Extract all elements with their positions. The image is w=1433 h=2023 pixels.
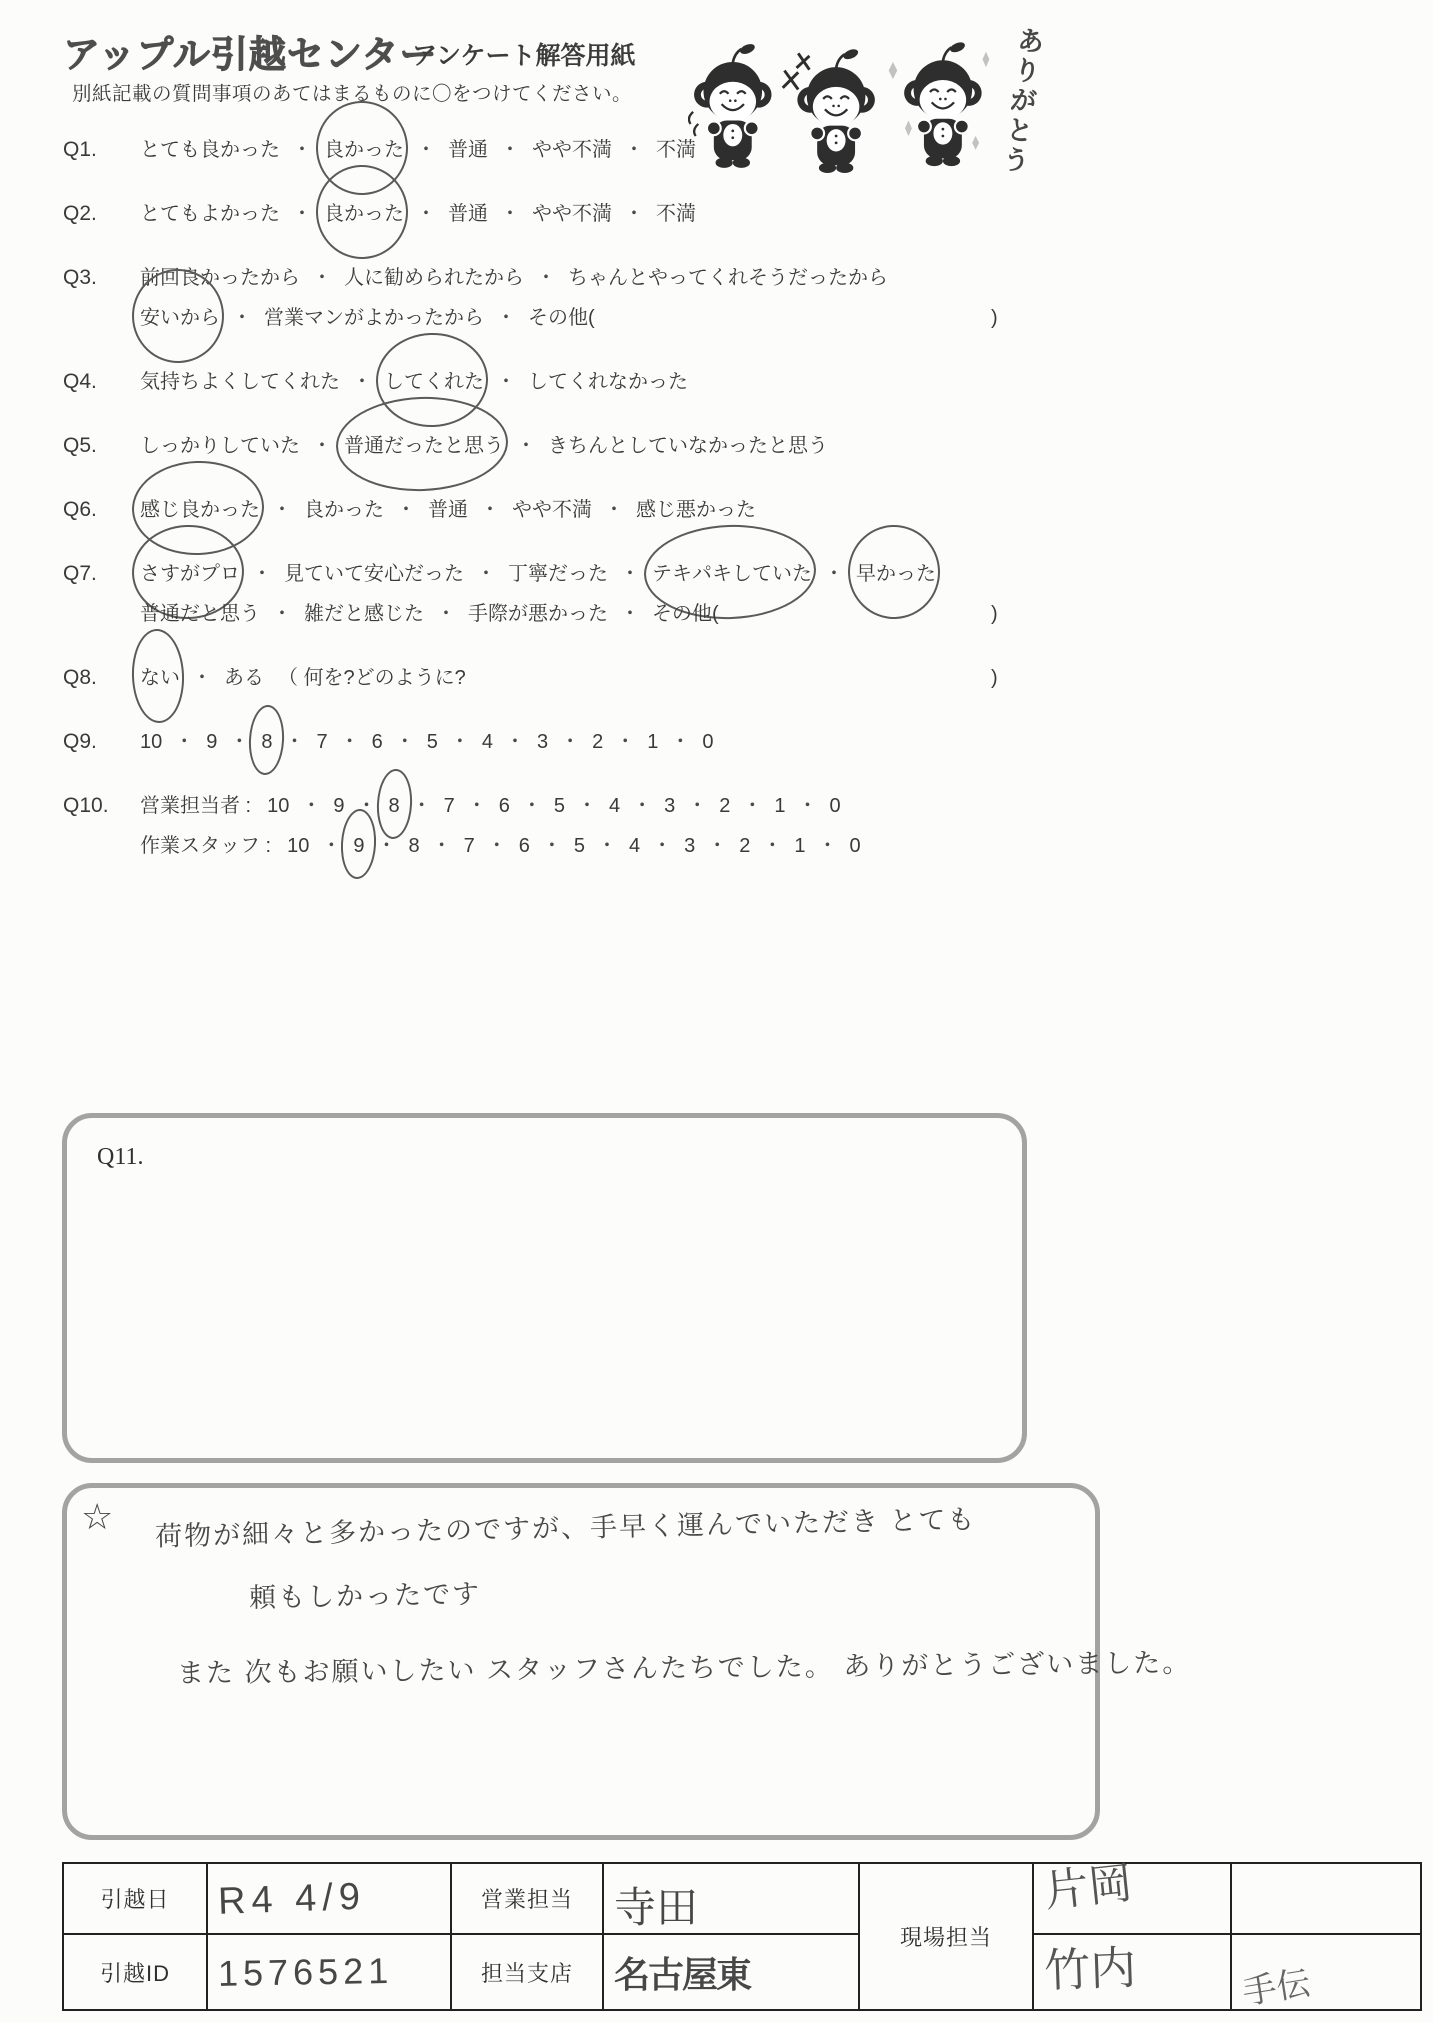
option-separator: ・ (496, 371, 516, 393)
answer-option: 8 (408, 835, 420, 857)
answer-option: 5 (573, 835, 585, 857)
answer-option: その他( (528, 307, 595, 329)
question-row (63, 298, 1103, 338)
option-separator: ・ (312, 435, 332, 457)
answer-option: 6 (518, 835, 530, 857)
option-separator: ・ (431, 835, 452, 857)
question-row (63, 554, 1103, 594)
comment-box (62, 1483, 1192, 1840)
answer-option: 6 (371, 731, 383, 753)
option-separator: ・ (604, 499, 624, 521)
answer-option: 9 (333, 795, 345, 817)
answer-option: ちゃんとやってくれそうだったから (568, 267, 888, 289)
option-separator: ・ (500, 139, 520, 161)
answer-option: 10 (267, 795, 290, 817)
selected-answer-option: 8 (389, 786, 400, 826)
answer-option: 7 (316, 731, 328, 753)
question-row (63, 490, 1103, 530)
answer-option: 0 (702, 731, 714, 753)
answer-option: 10 (140, 731, 163, 753)
answer-option: 7 (463, 835, 475, 857)
selected-answer-option: 感じ良かった (140, 490, 260, 530)
option-separator: ・ (632, 795, 653, 817)
move-id-value: 1576521 (206, 1932, 451, 2012)
option-separator: ・ (670, 731, 691, 753)
selected-answer-option: してくれた (384, 362, 484, 402)
option-separator: ・ (624, 203, 644, 225)
field-staff-label: 現場担当 (859, 1863, 1033, 2010)
answer-option: 7 (443, 795, 455, 817)
option-separator: ・ (505, 731, 525, 753)
selected-answer-option: テキパキしていた (652, 554, 812, 594)
answer-option: その他( (652, 603, 719, 625)
option-separator: ・ (339, 731, 360, 753)
empty-cell (1231, 1863, 1421, 1934)
answer-option: 10 (287, 835, 310, 857)
field-staff-signature-1: 片岡 (1033, 1863, 1231, 1934)
answer-option: 1 (794, 835, 806, 857)
option-separator: ・ (824, 563, 844, 585)
answer-option: 丁寧だった (508, 563, 608, 585)
answer-option: 手際が悪かった (468, 603, 608, 625)
answer-option: やや不満 (532, 139, 612, 161)
question-row (63, 426, 1103, 466)
answer-option: 3 (684, 835, 696, 857)
selected-answer-option: 9 (353, 826, 364, 866)
answer-option: 4 (609, 795, 621, 817)
question-id: Q4. (63, 370, 97, 393)
closing-paren: ) (991, 307, 998, 329)
question-list (63, 130, 1103, 866)
answer-option: してくれなかった (528, 371, 688, 393)
question-id: Q9. (63, 730, 97, 753)
option-separator: ・ (620, 603, 640, 625)
answer-write-in-prompt: （ 何を?どのように? (278, 667, 466, 689)
option-separator: ・ (500, 203, 520, 225)
answer-option: 2 (739, 835, 751, 857)
field-staff-signature-3: 手伝 (1231, 1934, 1421, 2010)
question-row (63, 194, 1103, 234)
option-separator: ・ (321, 835, 342, 857)
answer-option: 前回良かったから (140, 267, 300, 289)
question-row (63, 594, 1103, 634)
option-separator: ・ (252, 563, 272, 585)
option-separator: ・ (597, 835, 617, 857)
answer-option: 6 (498, 795, 510, 817)
answer-option: 良かった (304, 499, 384, 521)
answer-option: 5 (553, 795, 565, 817)
sales-rep-label: 営業担当 (451, 1863, 603, 1934)
option-separator: ・ (516, 435, 536, 457)
option-separator: ・ (624, 139, 644, 161)
question-row (63, 826, 1103, 866)
handwritten-comment-line: 頼もしかったです (248, 1578, 482, 1614)
option-separator: ・ (797, 795, 818, 817)
question-id: Q2. (63, 202, 97, 225)
selected-answer-option: 良かった (324, 194, 404, 234)
question-row (63, 786, 1103, 826)
question-id: Q1. (63, 138, 97, 161)
option-separator: ・ (232, 307, 252, 329)
option-separator: ・ (577, 795, 597, 817)
question-row (63, 658, 1103, 698)
question-row (63, 362, 1103, 402)
option-separator: ・ (356, 795, 377, 817)
answer-option: やや不満 (512, 499, 592, 521)
question-row (63, 258, 1103, 298)
answer-option: 3 (537, 731, 549, 753)
option-separator: ・ (496, 307, 516, 329)
q11-label: Q11. (97, 1144, 144, 1170)
option-group-label: 営業担当者 : (140, 795, 252, 817)
field-staff-signature-2: 竹内 (1033, 1934, 1231, 2010)
answer-option: 普通だと思う (140, 603, 260, 625)
q11-answer-box (62, 1113, 1027, 1463)
question-id: Q3. (63, 266, 97, 289)
option-separator: ・ (476, 563, 496, 585)
question-id: Q8. (63, 666, 97, 689)
option-separator: ・ (707, 835, 728, 857)
option-separator: ・ (449, 731, 470, 753)
answer-option: 気持ちよくしてくれた (140, 371, 340, 393)
option-separator: ・ (652, 835, 673, 857)
form-title: アンケート解答用紙 (412, 42, 636, 70)
question-row (63, 722, 1103, 762)
selected-answer-option: 早かった (856, 554, 936, 594)
branch-value: 名古屋東 (603, 1934, 859, 2010)
move-date-label: 引越日 (63, 1863, 207, 1934)
option-group-label: 作業スタッフ : (140, 835, 272, 857)
option-separator: ・ (301, 795, 322, 817)
move-id-label: 引越ID (63, 1934, 207, 2010)
option-separator: ・ (292, 139, 312, 161)
answer-option: 4 (629, 835, 641, 857)
option-separator: ・ (416, 139, 436, 161)
option-separator: ・ (416, 203, 436, 225)
option-separator: ・ (396, 499, 416, 521)
sales-rep-value: 寺田 (603, 1869, 859, 1940)
question-id: Q7. (63, 562, 97, 585)
answer-option: 感じ悪かった (636, 499, 756, 521)
option-separator: ・ (272, 499, 292, 521)
thanks-vertical-text: ありがとう (996, 24, 1046, 178)
question-id: Q5. (63, 434, 97, 457)
answer-option: きちんとしていなかったと思う (548, 435, 828, 457)
option-separator: ・ (742, 795, 763, 817)
answer-option: とても良かった (140, 139, 280, 161)
option-separator: ・ (376, 835, 397, 857)
answer-option: 9 (206, 731, 218, 753)
footer-info-table (62, 1858, 1422, 2012)
option-separator: ・ (521, 795, 542, 817)
branch-label: 担当支店 (451, 1934, 603, 2010)
selected-answer-option: 8 (261, 722, 272, 762)
closing-paren: ) (991, 667, 998, 689)
selected-answer-option: 普通だったと思う (344, 426, 504, 466)
option-separator: ・ (486, 835, 507, 857)
option-separator: ・ (536, 267, 556, 289)
handwritten-comment-line: 荷物が細々と多かったのですが、手早く運んでいただき とても (154, 1504, 977, 1552)
answer-option: 普通 (428, 499, 468, 521)
answer-option: 不満 (656, 139, 696, 161)
selected-answer-option: 安いから (140, 298, 220, 338)
question-id: Q6. (63, 498, 97, 521)
answer-option: 2 (719, 795, 731, 817)
answer-option: 5 (426, 731, 438, 753)
answer-option: 人に勧められたから (344, 267, 524, 289)
option-separator: ・ (560, 731, 581, 753)
answer-option: 雑だと感じた (304, 603, 424, 625)
answer-option: 0 (829, 795, 841, 817)
selected-answer-option: ない (140, 658, 180, 698)
move-date-value: R4 4/9 (206, 1859, 452, 1938)
answer-option: 見ていて安心だった (284, 563, 464, 585)
answer-option: 普通 (448, 203, 488, 225)
option-separator: ・ (312, 267, 332, 289)
answer-option: 1 (647, 731, 659, 753)
answer-option: 不満 (656, 203, 696, 225)
option-separator: ・ (292, 203, 312, 225)
answer-option: とてもよかった (140, 203, 280, 225)
star-icon: ☆ (81, 1496, 114, 1537)
brand-title: アップル引越センター (63, 34, 438, 75)
option-separator: ・ (352, 371, 372, 393)
answer-option: やや不満 (532, 203, 612, 225)
handwritten-comment-line: また 次もお願いしたい スタッフさんたちでした。 ありがとうございました。 (176, 1647, 1192, 1689)
option-separator: ・ (229, 731, 250, 753)
option-separator: ・ (687, 795, 708, 817)
option-separator: ・ (615, 731, 636, 753)
answer-option: 3 (664, 795, 676, 817)
option-separator: ・ (620, 563, 640, 585)
instruction-text: 別紙記載の質問事項のあてはまるものに〇をつけてください。 (72, 83, 633, 105)
option-separator: ・ (272, 603, 292, 625)
answer-option: 2 (592, 731, 604, 753)
selected-answer-option: さすがプロ (140, 554, 240, 594)
option-separator: ・ (284, 731, 305, 753)
closing-paren: ) (991, 603, 998, 625)
answer-option: ある (224, 667, 264, 689)
selected-answer-option: 良かった (324, 130, 404, 170)
option-separator: ・ (762, 835, 783, 857)
option-separator: ・ (436, 603, 456, 625)
option-separator: ・ (192, 667, 212, 689)
answer-option: しっかりしていた (140, 435, 300, 457)
option-separator: ・ (174, 731, 195, 753)
question-row (63, 130, 1103, 170)
option-separator: ・ (817, 835, 838, 857)
answer-option: 1 (774, 795, 786, 817)
answer-option: 営業マンがよかったから (264, 307, 484, 329)
answer-option: 4 (481, 731, 493, 753)
option-separator: ・ (411, 795, 432, 817)
option-separator: ・ (480, 499, 500, 521)
answer-option: 普通 (448, 139, 488, 161)
answer-option: 0 (849, 835, 861, 857)
question-id: Q10. (63, 794, 109, 817)
option-separator: ・ (466, 795, 487, 817)
option-separator: ・ (394, 731, 415, 753)
option-separator: ・ (541, 835, 562, 857)
